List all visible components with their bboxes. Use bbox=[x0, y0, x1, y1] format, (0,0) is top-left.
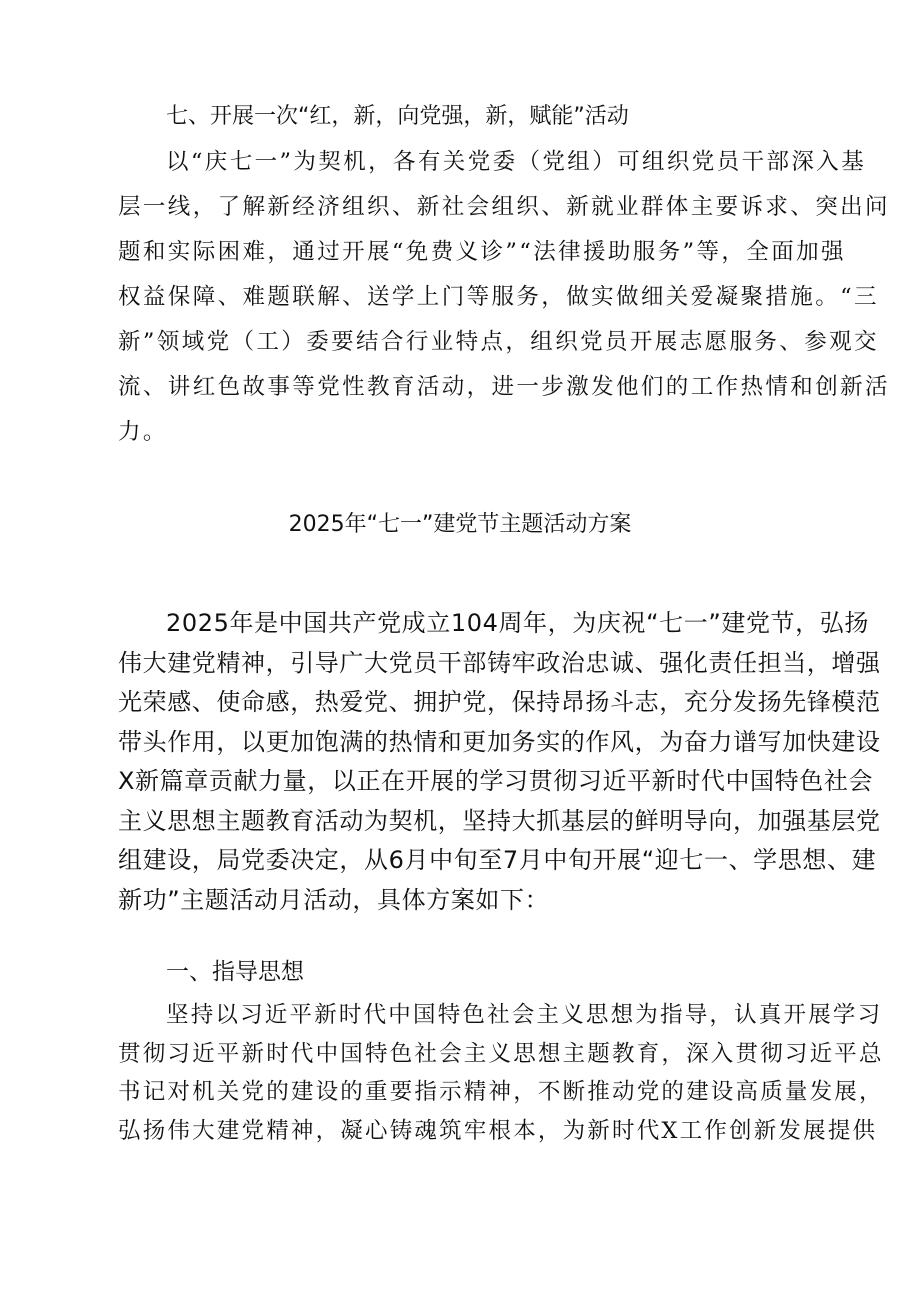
section-seven-line: 以“庆七一”为契机，各有关党委（党组）可组织党员干部深入基 bbox=[166, 149, 867, 175]
intro-line: X新篇章贡献力量，以正在开展的学习贯彻习近平新时代中国特色社会 bbox=[118, 767, 874, 795]
document-title: 2025年“七一”建党节主题活动方案 bbox=[288, 512, 632, 537]
guiding-ideology-heading: 一、指导思想 bbox=[166, 959, 304, 985]
guiding-line: 弘扬伟大建党精神，凝心铸魂筑牢根本，为新时代X工作创新发展提供 bbox=[118, 1117, 878, 1144]
section-seven-heading: 七、开展一次“红，新，向党强，新，赋能”活动 bbox=[166, 104, 629, 129]
section-seven-line: 新”领域党（工）委要结合行业特点，组织党员开展志愿服务、参观交 bbox=[118, 329, 879, 355]
section-seven-line: 层一线，了解新经济组织、新社会组织、新就业群体主要诉求、突出问 bbox=[118, 194, 890, 220]
section-seven-line: 流、讲红色故事等党性教育活动，进一步激发他们的工作热情和创新活 bbox=[118, 374, 890, 400]
section-seven-line: 权益保障、难题联解、送学上门等服务，做实做细关爱凝聚措施。“三 bbox=[118, 284, 879, 310]
intro-line: 光荣感、使命感，热爱党、拥护党，保持昂扬斗志，充分发扬先锋模范 bbox=[118, 688, 881, 716]
section-seven-line: 力。 bbox=[118, 419, 168, 445]
intro-line: 组建设，局党委决定，从6月中旬至7月中旬开展“迎七一、学思想、建 bbox=[118, 846, 877, 874]
intro-line: 2025年是中国共产党成立104周年，为庆祝“七一”建党节，弘扬 bbox=[166, 609, 869, 637]
intro-line: 主义思想主题教育活动为契机，坚持大抓基层的鲜明导向，加强基层党 bbox=[118, 806, 881, 835]
intro-paragraph bbox=[118, 604, 881, 920]
intro-line: 带头作用，以更加饱满的热情和更加务实的作风，为奋力谱写加快建设 bbox=[118, 727, 881, 756]
intro-line: 新功”主题活动月活动，具体方案如下： bbox=[118, 885, 550, 914]
guiding-line: 坚持以习近平新时代中国特色社会主义思想为指导，认真开展学习 bbox=[166, 1002, 883, 1028]
guiding-line: 书记对机关党的建设的重要指示精神，不断推动党的建设高质量发展， bbox=[118, 1079, 884, 1105]
section-seven-line: 题和实际困难，通过开展“免费义诊”“法律援助服务”等，全面加强 bbox=[118, 239, 846, 265]
intro-line: 伟大建党精神，引导广大党员干部铸牢政治忠诚、强化责任担当，增强 bbox=[118, 648, 881, 677]
guiding-ideology-body bbox=[118, 996, 884, 1150]
section-seven-body bbox=[118, 140, 890, 455]
guiding-line: 贯彻习近平新时代中国特色社会主义思想主题教育，深入贯彻习近平总 bbox=[118, 1040, 884, 1067]
